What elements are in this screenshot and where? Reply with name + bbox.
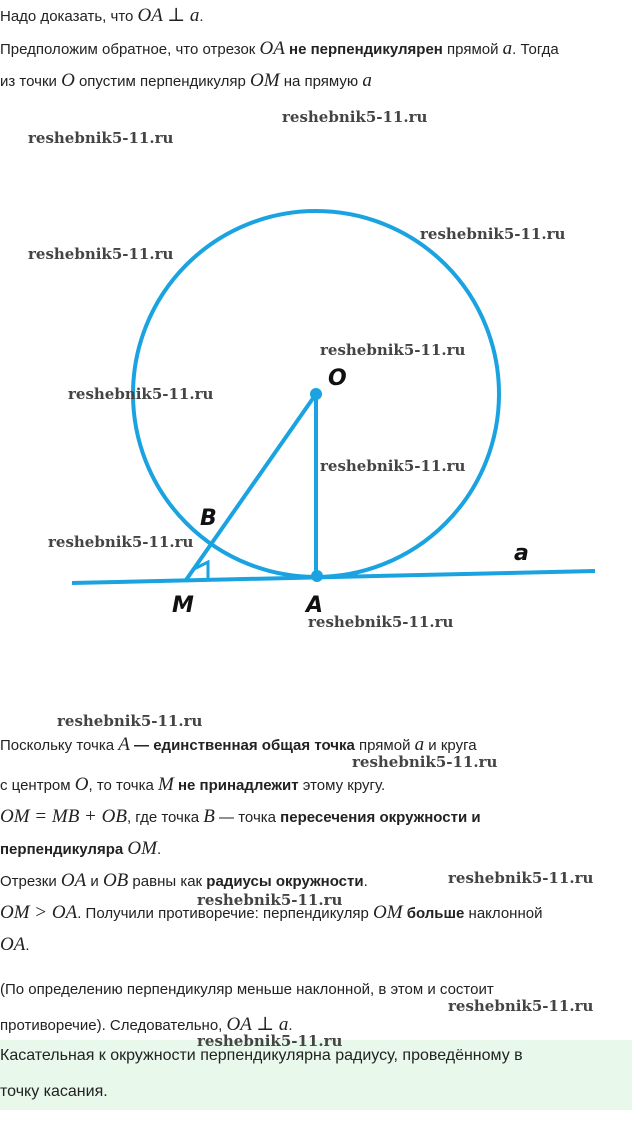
bold-text: — единственная общая точка — [129, 737, 355, 754]
math: OB — [102, 870, 129, 891]
math: A — [118, 734, 130, 755]
conclusion-line-2: точку касания. — [0, 1083, 108, 1100]
text: на прямую — [279, 73, 363, 90]
proof-line-8 — [0, 981, 494, 998]
text: противоречие). Следовательно, — [0, 1017, 227, 1034]
text: Отрезки — [0, 873, 61, 890]
text: . — [199, 8, 204, 25]
text: Надо доказать, что — [0, 8, 138, 25]
text: , то точка — [88, 777, 158, 794]
text: — точка — [214, 809, 281, 826]
conclusion-line-1: Касательная к окружности перпендикулярна радиусу, проведённому в — [0, 1047, 523, 1064]
watermark: reshebnik5-11.ru — [352, 753, 498, 771]
bold-text: перпендикуляра — [0, 841, 128, 858]
text: этому кругу. — [298, 777, 386, 794]
watermark: reshebnik5-11.ru — [48, 533, 194, 551]
proof-line-4 — [0, 838, 161, 860]
text: . — [363, 873, 368, 890]
math: OM — [372, 902, 403, 923]
text: наклонной — [464, 905, 543, 922]
proof-line-3 — [0, 806, 481, 828]
label-M: M — [172, 593, 194, 618]
watermark: reshebnik5-11.ru — [282, 108, 428, 126]
math: OA — [60, 870, 87, 891]
segment-OM — [186, 394, 316, 580]
math-inequality: OM > OA — [0, 902, 78, 923]
text: (По определению перпендикуляр меньше наклонной, в этом и состоит — [0, 981, 494, 998]
bold-text: не принадлежит — [173, 777, 299, 794]
watermark: reshebnik5-11.ru — [57, 712, 203, 730]
text: и круга — [424, 737, 477, 754]
point-O — [310, 388, 322, 400]
watermark: reshebnik5-11.ru — [448, 869, 594, 887]
math: OM — [127, 838, 157, 859]
text: , где точка — [126, 809, 204, 826]
text: и — [86, 873, 103, 890]
bold-text: пересечения окружности и — [280, 809, 481, 826]
label-A: A — [306, 593, 324, 618]
math: a — [502, 38, 513, 59]
math: M — [157, 774, 174, 795]
watermark: reshebnik5-11.ru — [320, 457, 466, 475]
math-oa-perp-a: OA ⊥ a — [137, 5, 200, 26]
bold-text: больше — [402, 905, 465, 922]
proof-line-7 — [0, 934, 30, 956]
proof-line-5 — [0, 870, 368, 892]
intro-line-3 — [0, 70, 372, 92]
watermark: reshebnik5-11.ru — [197, 1032, 343, 1050]
text: равны как — [128, 873, 207, 890]
math: OM — [249, 70, 280, 91]
text: Предположим обратное, что отрезок — [0, 41, 260, 58]
point-A — [311, 570, 323, 582]
text: прямой — [442, 41, 503, 58]
text: . Тогда — [512, 41, 559, 58]
math: B — [203, 806, 215, 827]
label-a: a — [514, 541, 529, 566]
math: a — [362, 70, 372, 91]
watermark: reshebnik5-11.ru — [320, 341, 466, 359]
watermark: reshebnik5-11.ru — [197, 891, 343, 909]
text: . — [288, 1017, 293, 1034]
text: из точки — [0, 73, 62, 90]
label-O: O — [328, 366, 347, 391]
math: OA — [0, 934, 26, 955]
math-equation: OM = MB + OB — [0, 806, 127, 827]
math: OA — [259, 38, 285, 59]
watermark: reshebnik5-11.ru — [448, 997, 594, 1015]
bold-text: не перпендикулярен — [284, 41, 443, 58]
watermark: reshebnik5-11.ru — [28, 245, 174, 263]
math: O — [61, 70, 75, 91]
bold-text: радиусы окружности — [206, 873, 364, 890]
watermark: reshebnik5-11.ru — [28, 129, 174, 147]
watermark: reshebnik5-11.ru — [68, 385, 214, 403]
math: O — [74, 774, 89, 795]
text: с центром — [0, 777, 75, 794]
text: . Получили противоречие: перпендикуляр — [77, 905, 373, 922]
math: a — [414, 734, 425, 755]
conclusion-box — [0, 1040, 632, 1110]
intro-line-1 — [0, 4, 204, 27]
watermark: reshebnik5-11.ru — [420, 225, 566, 243]
line-a — [72, 571, 595, 583]
text: прямой — [354, 737, 415, 754]
math-oa-perp-a: OA ⊥ a — [226, 1014, 289, 1035]
watermark: reshebnik5-11.ru — [308, 613, 454, 631]
label-B: B — [200, 506, 217, 531]
text: опустим перпендикуляр — [74, 73, 250, 90]
intro-line-2 — [0, 38, 559, 60]
text: . — [25, 937, 30, 954]
text: Поскольку точка — [0, 737, 119, 754]
proof-line-2 — [0, 774, 385, 796]
text: . — [156, 841, 162, 858]
